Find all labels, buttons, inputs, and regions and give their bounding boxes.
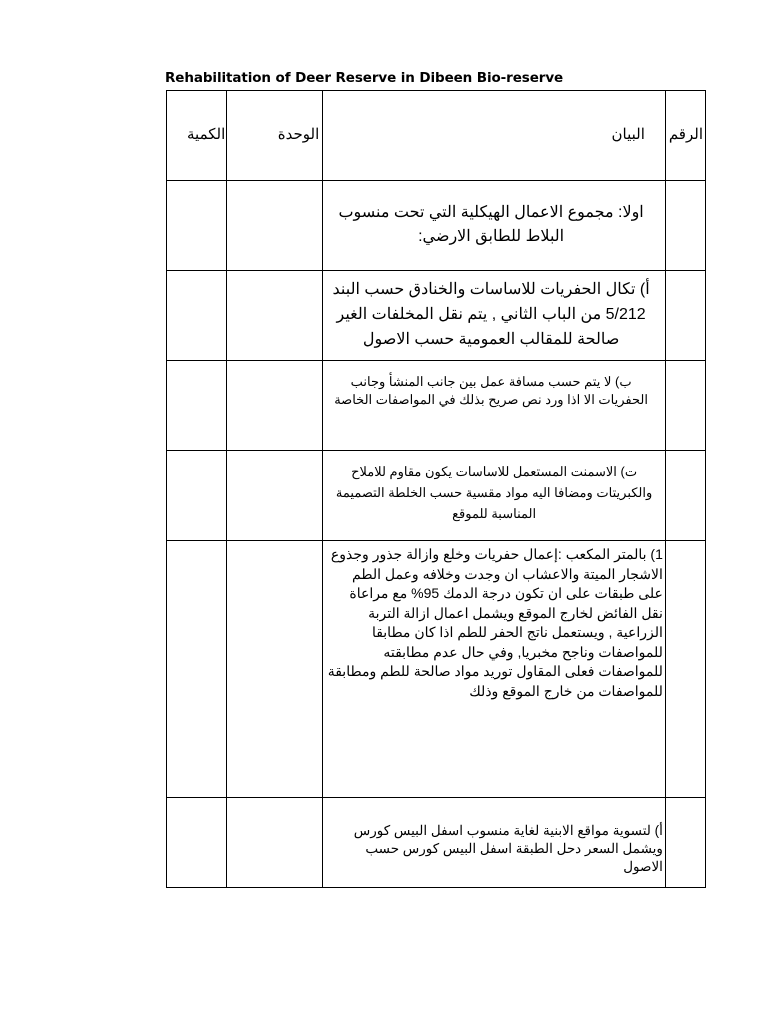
header-quantity-label: الكمية	[187, 126, 226, 143]
unit-cell	[227, 271, 323, 361]
unit-cell	[227, 541, 323, 798]
number-cell	[665, 361, 705, 451]
unit-cell	[227, 451, 323, 541]
row-description: 1) بالمتر المكعب :إعمال حفريات وخلع وازالة جذور وجذوع الاشجار الميتة والاعشاب ان وجدت وخلافه وعمل الطم على طبقات على ان تكون درجة الدمك 95% مع مراعاة نقل الفائض لخارج الموقع ويشمل اعمال ازالة التربة الزراعية , ويستعمل ناتج الحفر للطم اذا كان مطابقا للمواصفات وناجح مخبريا, وفي حال عدم مطابقته للمواصفات فعلى المقاول توريد مواد صالحة للطم ومطابقة للمواصفات من خارج الموقع وذلك	[327, 546, 663, 699]
description-cell	[323, 541, 666, 798]
quantity-cell	[167, 541, 227, 798]
header-cell-quantity	[167, 91, 227, 181]
description-cell	[323, 798, 666, 888]
unit-cell	[227, 361, 323, 451]
table-row	[167, 541, 706, 798]
header-number-label: الرقم	[668, 126, 703, 143]
description-cell	[323, 271, 666, 361]
quantity-cell	[167, 451, 227, 541]
number-cell	[665, 798, 705, 888]
header-cell-number	[665, 91, 705, 181]
table-header-row	[167, 91, 706, 181]
description-cell	[323, 451, 666, 541]
header-cell-unit	[227, 91, 323, 181]
number-cell	[665, 181, 705, 271]
table-row	[167, 451, 706, 541]
number-cell	[665, 541, 705, 798]
number-cell	[665, 271, 705, 361]
document-title: Rehabilitation of Deer Reserve in Dibeen Bio-reserve	[165, 70, 564, 86]
unit-cell	[227, 181, 323, 271]
bill-of-quantities-table	[166, 90, 706, 888]
table-row	[167, 798, 706, 888]
row-description: اولا: مجموع الاعمال الهيكلية التي تحت منسوب البلاط للطابق الارضي:	[338, 204, 644, 245]
row-description: أ) لتسوية مواقع الابنية لغاية منسوب اسفل البيس كورس ويشمل السعر دحل الطبقة اسفل البيس كورس حسب الاصول	[353, 823, 663, 874]
quantity-cell	[167, 271, 227, 361]
quantity-cell	[167, 181, 227, 271]
table-row	[167, 361, 706, 451]
table-row	[167, 271, 706, 361]
header-unit-label: الوحدة	[277, 126, 320, 143]
number-cell	[665, 451, 705, 541]
row-description: ت) الاسمنت المستعمل للاساسات يكون مقاوم للاملاح والكبريتات ومضافا اليه مواد مقسية حسب الخلطة التصميمة المناسبة للموقع	[335, 464, 653, 521]
description-cell	[323, 361, 666, 451]
description-cell	[323, 181, 666, 271]
header-cell-description	[323, 91, 666, 181]
quantity-cell	[167, 361, 227, 451]
header-description-label: البيان	[611, 126, 645, 143]
unit-cell	[227, 798, 323, 888]
row-description: أ) تكال الحفريات للاساسات والخنادق حسب البند 5/212 من الباب الثاني , يتم نقل المخلفات الغير صالحة للمقالب العمومية حسب الاصول	[332, 281, 650, 348]
table-row	[167, 181, 706, 271]
row-description: ب) لا يتم حسب مسافة عمل بين جانب المنشأ وجانب الحفريات الا اذا ورد نص صريح بذلك في المواصفات الخاصة	[334, 374, 648, 407]
quantity-cell	[167, 798, 227, 888]
